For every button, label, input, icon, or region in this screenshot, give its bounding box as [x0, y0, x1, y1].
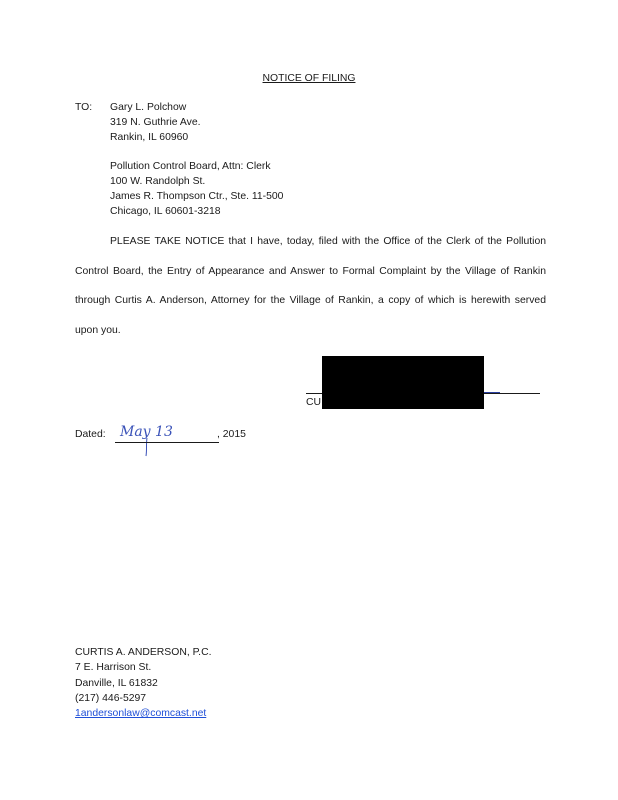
recipient-2-street: 100 W. Randolph St. — [110, 176, 206, 187]
paragraph-line: Control Board, the Entry of Appearance and Answer to Formal Complaint by the Village of Rankin — [75, 266, 546, 277]
dated-year: , 2015 — [217, 429, 246, 440]
dated-underline — [115, 442, 219, 443]
paragraph-line: PLEASE TAKE NOTICE that I have, today, filed with the Office of the Clerk of the Pollution — [110, 236, 546, 247]
paragraph-line: through Curtis A. Anderson, Attorney for the Village of Rankin, a copy of which is herewith served — [75, 295, 546, 306]
recipient-1-name: Gary L. Polchow — [110, 102, 187, 113]
document-title: NOTICE OF FILING — [262, 73, 356, 84]
dated-label: Dated: — [75, 429, 106, 440]
firm-street: 7 E. Harrison St. — [75, 662, 152, 673]
paragraph-line: upon you. — [75, 325, 121, 336]
firm-name: CURTIS A. ANDERSON, P.C. — [75, 647, 212, 658]
signature-name-partial: CU — [306, 397, 322, 408]
to-label: TO: — [75, 102, 93, 113]
recipient-2-city: Chicago, IL 60601-3218 — [110, 206, 221, 217]
handwritten-date — [116, 422, 216, 458]
firm-phone: (217) 446-5297 — [75, 693, 147, 704]
redaction-box — [322, 356, 484, 409]
recipient-2-name: Pollution Control Board, Attn: Clerk — [110, 161, 271, 172]
handwritten-date-text: May 13 — [120, 424, 173, 440]
handwriting-tail — [146, 438, 147, 456]
recipient-1-street: 319 N. Guthrie Ave. — [110, 117, 201, 128]
firm-email-link[interactable]: 1andersonlaw@comcast.net — [75, 708, 207, 719]
recipient-1-city: Rankin, IL 60960 — [110, 132, 189, 143]
firm-city: Danville, IL 61832 — [75, 678, 158, 689]
recipient-2-building: James R. Thompson Ctr., Ste. 11-500 — [110, 191, 284, 202]
